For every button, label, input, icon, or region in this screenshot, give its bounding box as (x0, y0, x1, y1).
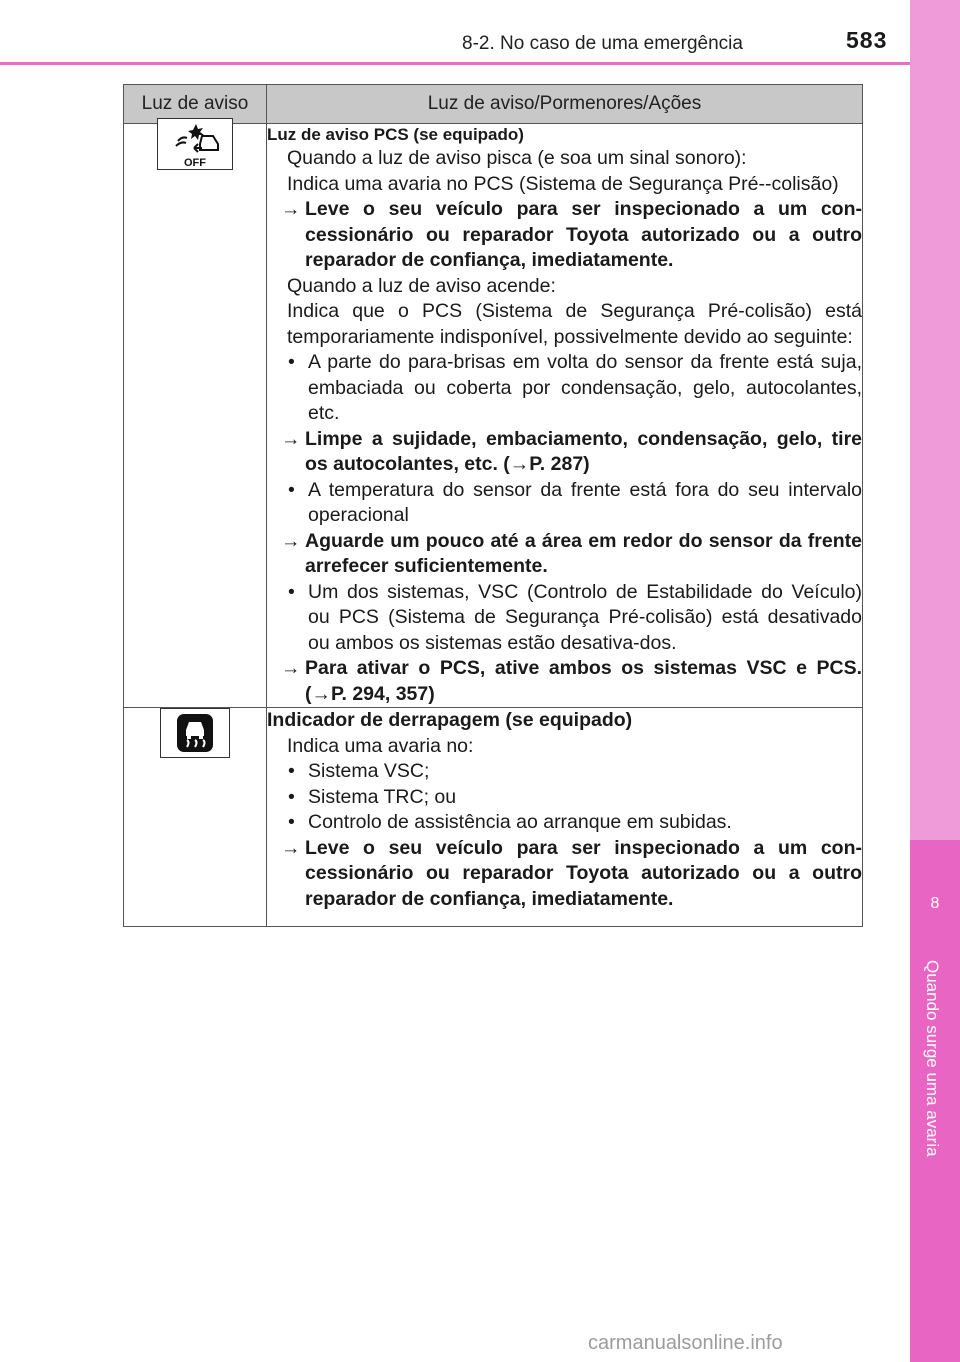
bullet-item (267, 785, 862, 811)
bullet-text: A temperatura do sensor da frente está fora do seu intervalo operacional (308, 478, 862, 526)
arrow-icon: → (281, 198, 301, 220)
section-title: 8-2. No caso de uma emergência (462, 33, 743, 54)
bullet-item (267, 759, 862, 785)
warning-light-table (123, 84, 863, 927)
row-title: Indicador de derrapagem (se equipado) (267, 709, 633, 731)
bullet-text: Sistema VSC; (308, 760, 430, 782)
chapter-title: Quando surge uma avaria (923, 960, 942, 1157)
action-line (267, 427, 862, 478)
paragraph: Indica uma avaria no: (287, 734, 474, 757)
arrow-icon: → (281, 657, 301, 679)
icon-cell (124, 124, 267, 708)
action-text: Para ativar o PCS, ative ambos os sistemas VSC e PCS. (→P. 294, 357) (305, 657, 862, 705)
bullet-icon: • (288, 811, 295, 833)
slip-indicator-icon (160, 708, 230, 758)
bullet-text: Um dos sistemas, VSC (Controlo de Estabilidade do Veículo) ou PCS (Sistema de Segurança Pré-colisão) está desativado ou ambos os sistemas estão desativa-dos. (308, 580, 862, 654)
chapter-number: 8 (930, 895, 940, 912)
column-header-warning-light: Luz de aviso (124, 85, 267, 124)
action-line (267, 197, 862, 274)
arrow-icon: → (281, 529, 301, 552)
bullet-text: A parte do para-brisas em volta do sensor da frente está suja, embaciada ou coberta por condensação, gelo, autocolantes, etc. (308, 351, 862, 424)
action-line (267, 656, 862, 707)
table-row (124, 708, 863, 927)
side-tab-background (910, 0, 960, 840)
icon-cell (124, 708, 267, 927)
bullet-item (267, 478, 862, 529)
details-cell (267, 708, 863, 927)
bullet-icon: • (288, 478, 295, 501)
bullet-text: Controlo de assistência ao arranque em subidas. (308, 811, 732, 833)
bullet-item (267, 350, 862, 427)
paragraph: Quando a luz de aviso pisca (e soa um sinal sonoro): (287, 147, 747, 169)
bullet-icon: • (288, 351, 295, 373)
watermark[interactable]: carmanualsonline.info (588, 1332, 783, 1354)
action-line (267, 836, 862, 913)
arrow-icon: → (281, 836, 301, 859)
bullet-item (267, 580, 862, 657)
action-text: Limpe a sujidade, embaciamento, condensação, gelo, tire os autocolantes, etc. (→P. 287) (305, 427, 862, 475)
paragraph: Indica uma avaria no PCS (Sistema de Segurança Pré--colisão) (287, 172, 839, 195)
bullet-item (267, 810, 862, 836)
table-header-row (124, 85, 863, 124)
action-text: Leve o seu veículo para ser inspecionado a um con-cessionário ou reparador Toyota autorizado ou a outro reparador de confiança, imediatamente. (305, 836, 862, 910)
header-divider (0, 62, 910, 65)
pcs-off-label: OFF (184, 157, 206, 169)
arrow-icon: → (281, 427, 301, 450)
table-row (124, 124, 863, 708)
action-text: Leve o seu veículo para ser inspecionado a um con-cessionário ou reparador Toyota autorizado ou a outro reparador de confiança, imediatamente. (305, 198, 862, 271)
column-header-details: Luz de aviso/Pormenores/Ações (267, 85, 863, 124)
pcs-off-warning-icon (157, 118, 233, 170)
bullet-icon: • (288, 785, 295, 808)
action-text: Aguarde um pouco até a área em redor do sensor da frente arrefecer suficientemente. (305, 529, 862, 577)
details-cell (267, 124, 863, 708)
bullet-text: Sistema TRC; ou (308, 785, 457, 808)
bullet-icon: • (288, 760, 295, 782)
bullet-icon: • (288, 580, 295, 603)
action-line (267, 529, 862, 580)
row-title: Luz de aviso PCS (se equipado) (267, 125, 524, 144)
page-number: 583 (846, 27, 888, 53)
paragraph: Quando a luz de aviso acende: (287, 274, 556, 297)
chapter-side-tab[interactable] (910, 0, 960, 1362)
paragraph: Indica que o PCS (Sistema de Segurança Pré-colisão) está temporariamente indisponível, possivelmente devido ao seguinte: (287, 300, 862, 348)
